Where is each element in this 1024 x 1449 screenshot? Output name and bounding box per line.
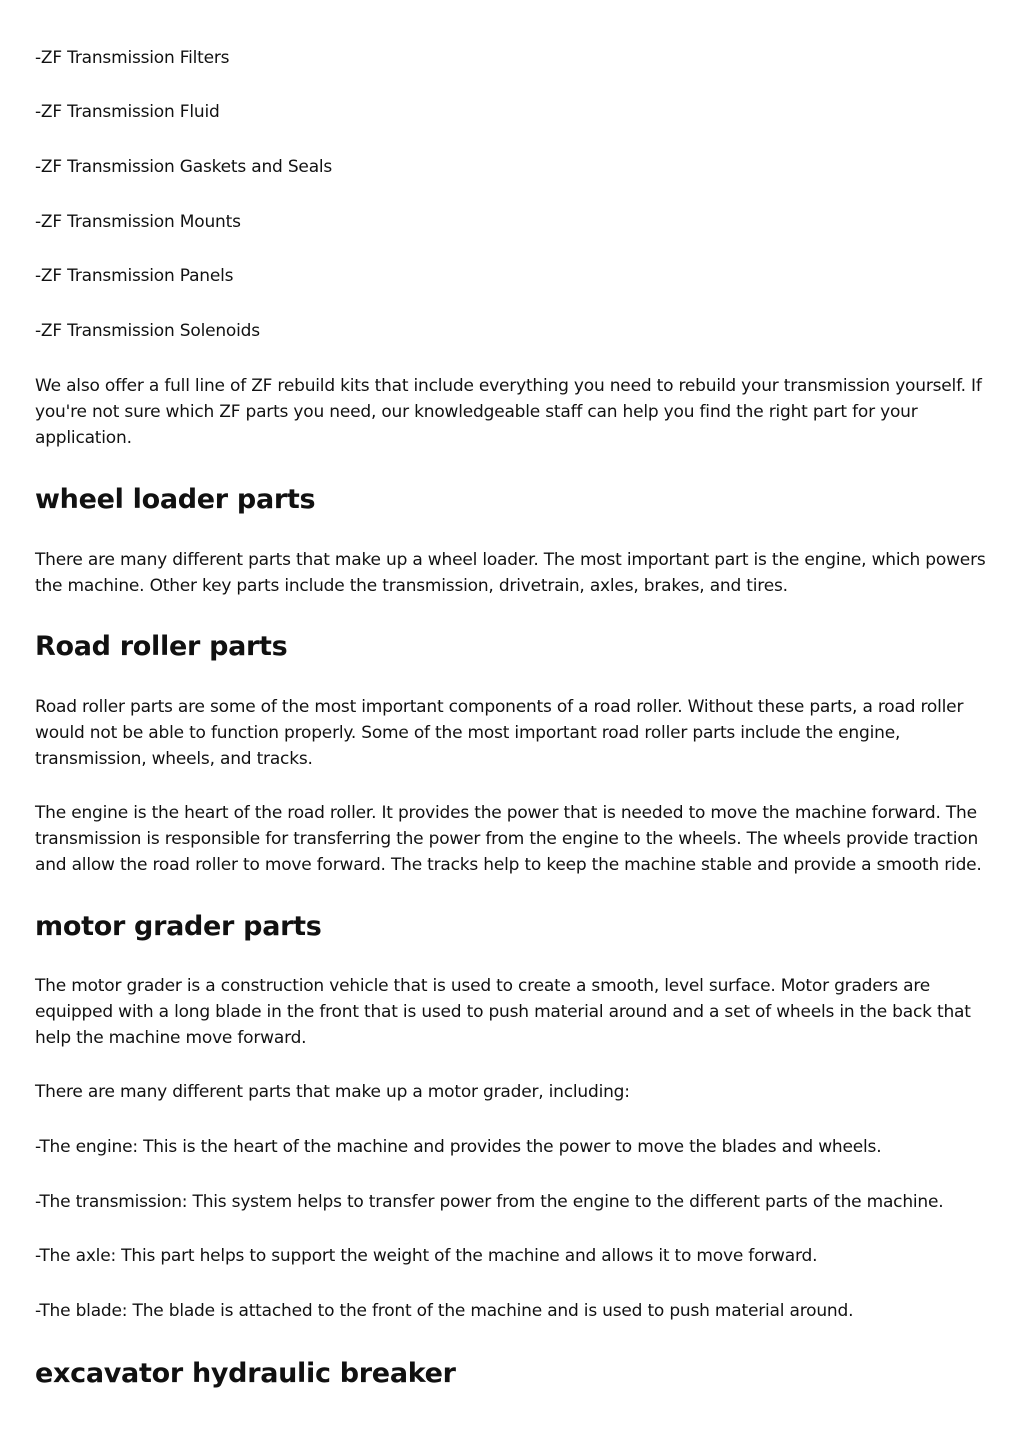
zf-list-item-gaskets: -ZF Transmission Gaskets and Seals	[35, 157, 333, 177]
zf-list-item-fluid: -ZF Transmission Fluid	[35, 102, 220, 122]
road-roller-heading: Road roller parts	[35, 631, 288, 662]
zf-list-item-panels: -ZF Transmission Panels	[35, 266, 234, 286]
zf-list-item-filters: -ZF Transmission Filters	[35, 48, 230, 68]
motor-grader-paragraph-2: There are many different parts that make up a motor grader, including:	[35, 1082, 630, 1102]
motor-grader-heading: motor grader parts	[35, 911, 322, 942]
motor-grader-list-item-transmission: -The transmission: This system helps to transfer power from the engine to the different parts of the machine.	[35, 1192, 944, 1212]
wheel-loader-heading: wheel loader parts	[35, 484, 316, 515]
motor-grader-paragraph-1: The motor grader is a construction vehicle that is used to create a smooth, level surface. Motor graders are equipped with a long blade in the front that is used to push material around and a set of wheels in the back that help the machine move forward.	[35, 976, 971, 1048]
excavator-heading: excavator hydraulic breaker	[35, 1358, 456, 1389]
motor-grader-list-item-blade: -The blade: The blade is attached to the front of the machine and is used to push material around.	[35, 1301, 854, 1321]
road-roller-paragraph-2: The engine is the heart of the road roller. It provides the power that is needed to move the machine forward. The transmission is responsible for transferring the power from the engine to the wheels. The wheels provide traction and allow the road roller to move forward. The tracks help to keep the machine stable and provide a smooth ride.	[35, 803, 982, 875]
wheel-loader-paragraph: There are many different parts that make up a wheel loader. The most important part is the engine, which powers the machine. Other key parts include the transmission, drivetrain, axles, brakes, and tires.	[35, 550, 986, 596]
motor-grader-list-item-axle: -The axle: This part helps to support the weight of the machine and allows it to move forward.	[35, 1246, 818, 1266]
zf-list-item-mounts: -ZF Transmission Mounts	[35, 212, 241, 232]
road-roller-paragraph-1: Road roller parts are some of the most important components of a road roller. Without these parts, a road roller would not be able to function properly. Some of the most important road roller parts include the engine, transmission, wheels, and tracks.	[35, 697, 964, 769]
zf-rebuild-paragraph: We also offer a full line of ZF rebuild kits that include everything you need to rebuild your transmission yourself. If you're not sure which ZF parts you need, our knowledgeable staff can help you find the right part for your application.	[35, 376, 982, 448]
zf-list-item-solenoids: -ZF Transmission Solenoids	[35, 321, 260, 341]
motor-grader-list-item-engine: -The engine: This is the heart of the machine and provides the power to move the blades and wheels.	[35, 1137, 882, 1157]
